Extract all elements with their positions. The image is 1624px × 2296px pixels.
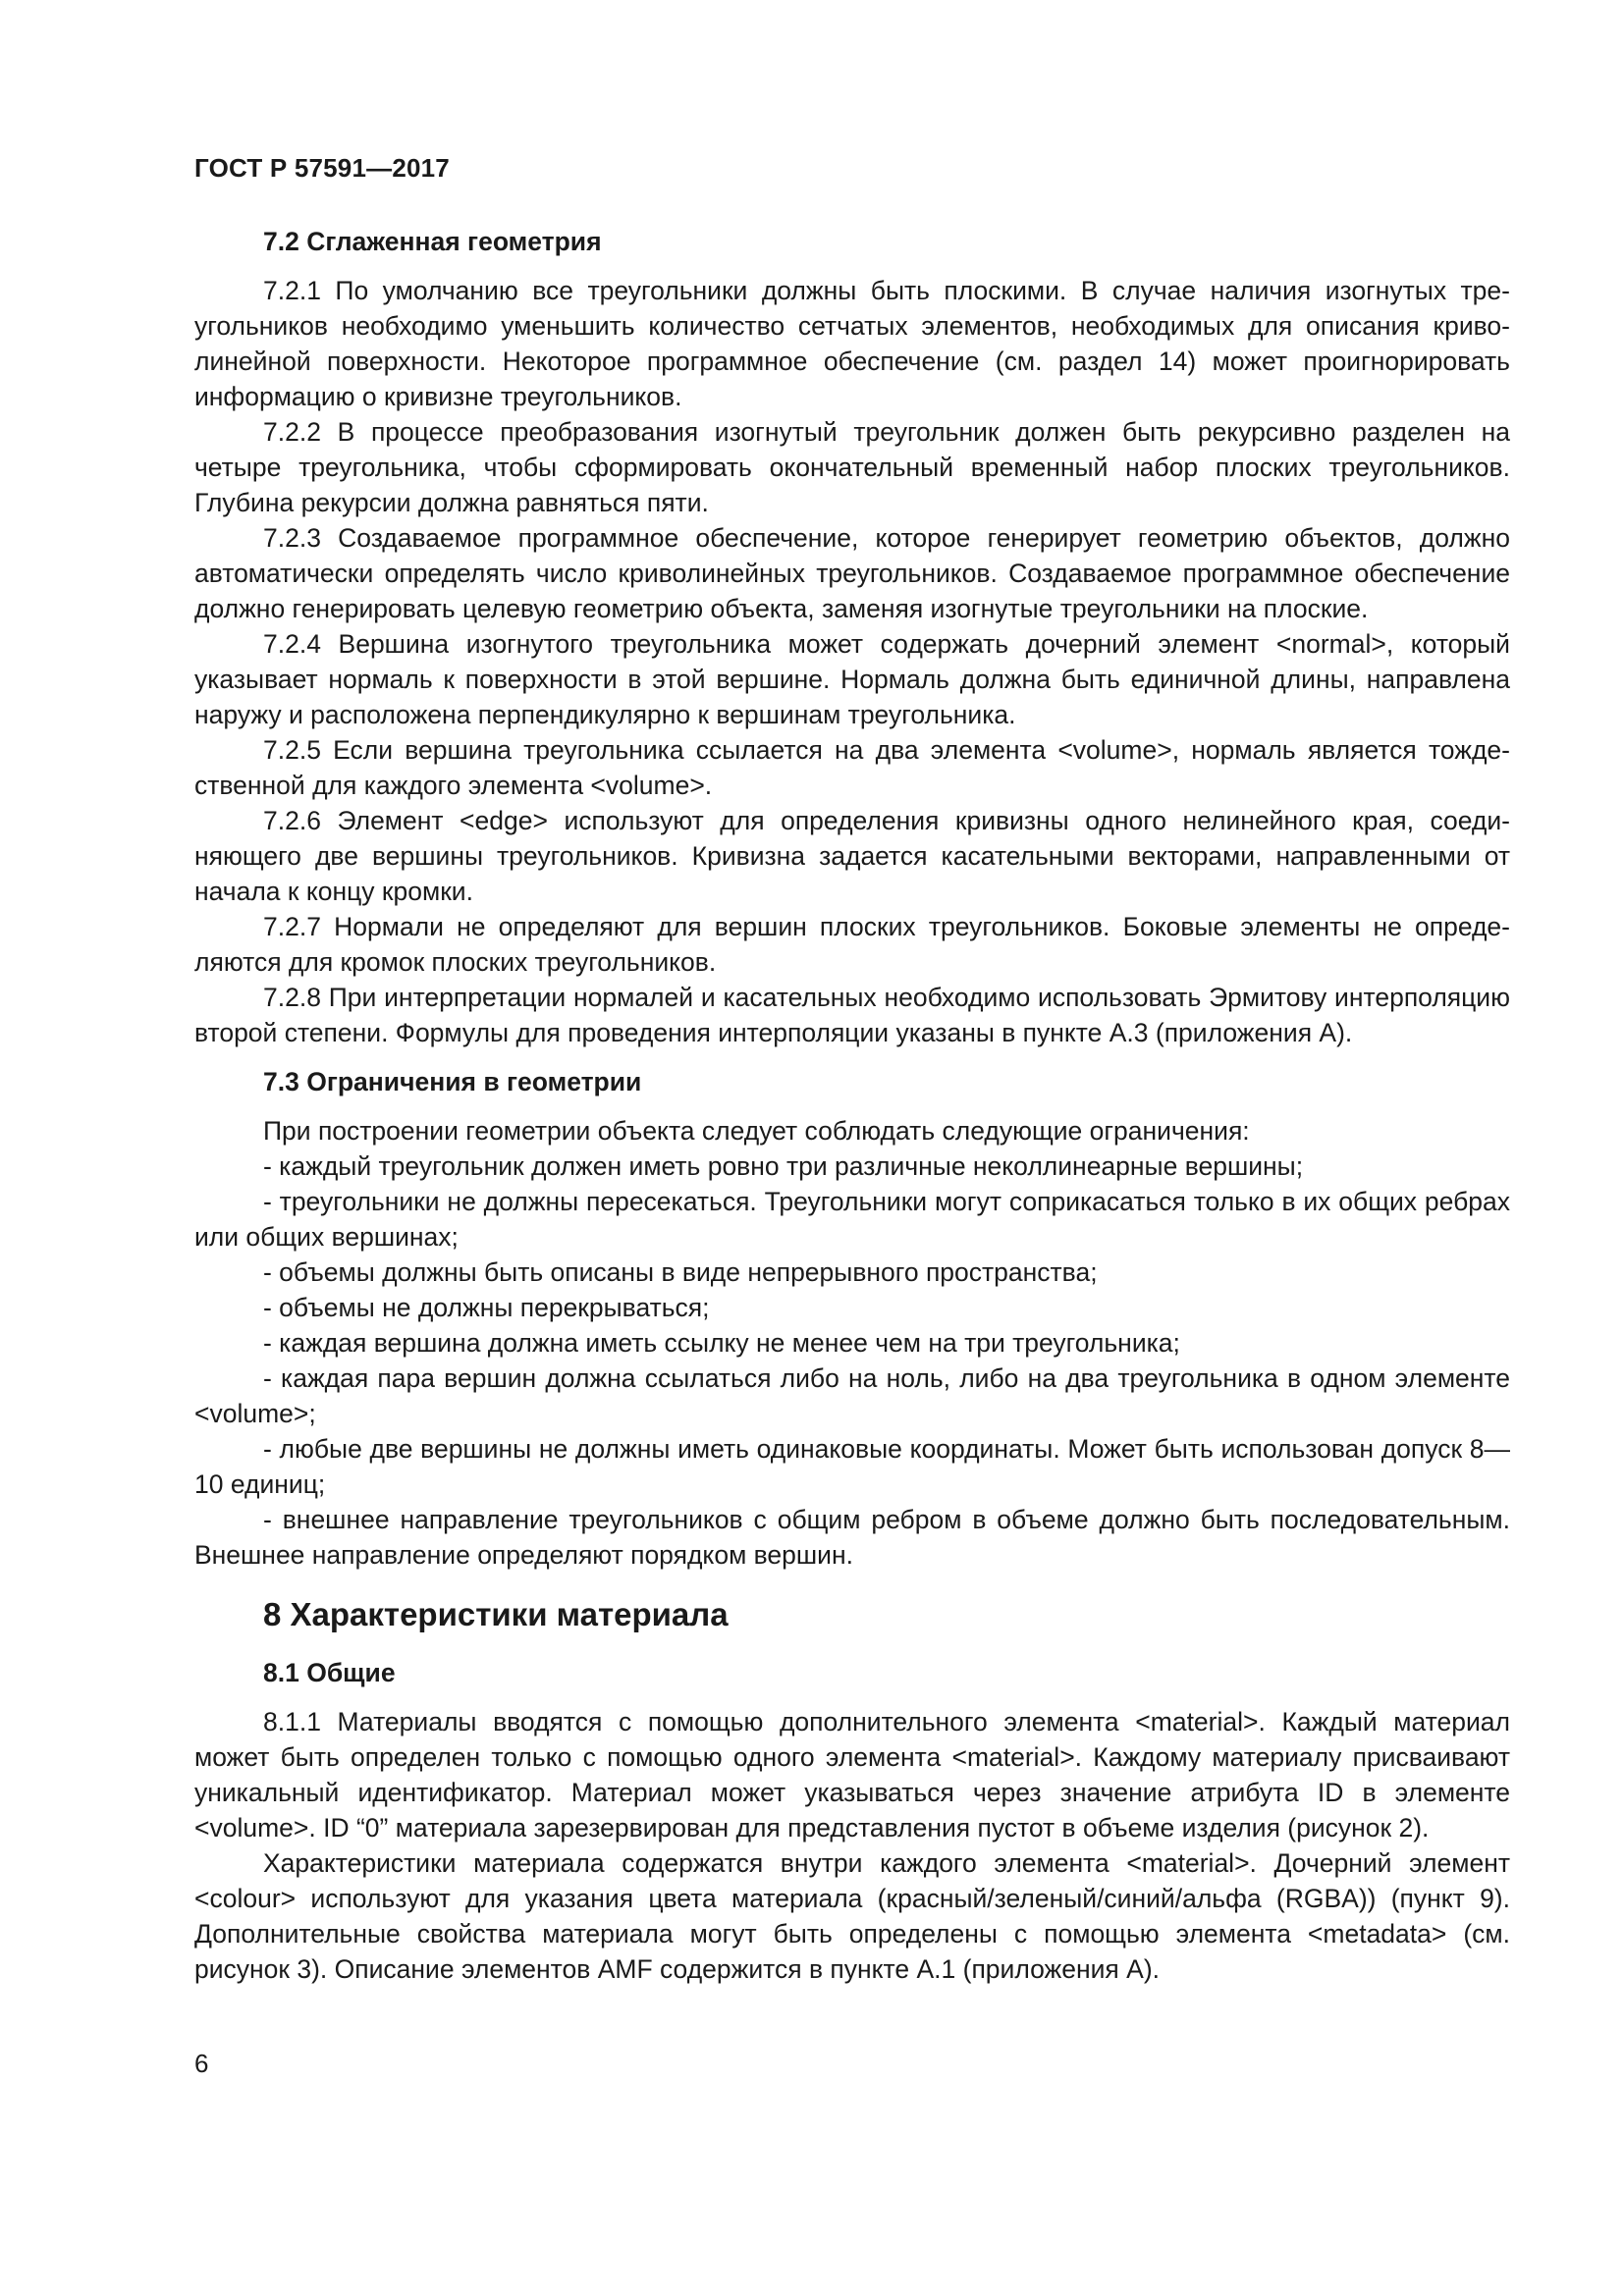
paragraph-7-2-1: 7.2.1 По умолчанию все треугольники должны быть плоскими. В случае наличия изогнутых треугольников необходимо уменьшить количество сетчатых элементов, необходимых для описания криволинейной поверхности. Некоторое программное обеспечение (см. раздел 14) может проигнорировать информацию о кривизне треугольников. xyxy=(194,276,1510,411)
section-7-2-heading: 7.2 Сглаженная геометрия xyxy=(263,227,602,256)
paragraph-7-2-6: 7.2.6 Элемент <edge> используют для определения кривизны одного нелинейного края, соединяющего две вершины треугольников. Кривизна задается касательными векторами, направленными от начала к концу кромки. xyxy=(194,806,1510,906)
list-item: - каждая вершина должна иметь ссылку не менее чем на три треугольника; xyxy=(263,1328,1180,1358)
list-item: - внешнее направление треугольников с общим ребром в объеме должно быть последовательным. Внешнее направление определяют порядком вершин. xyxy=(194,1505,1510,1570)
paragraph-8-1-material: Характеристики материала содержатся внутри каждого элемента <material>. Дочерний элемент <colour> используют для указания цвета материала (красный/зеленый/синий/альфа (RGBA)) (пункт 9). Дополнительные свойства материала могут быть определены с помощью элемента <metadata> (см. рисунок 3). Описание элементов AMF содержится в пункте А.1 (приложения А). xyxy=(194,1848,1510,1984)
page-content xyxy=(194,224,1510,1987)
list-item: - объемы не должны перекрываться; xyxy=(263,1293,710,1322)
standard-header: ГОСТ Р 57591—2017 xyxy=(194,153,450,183)
paragraph-7-2-2: 7.2.2 В процессе преобразования изогнутый треугольник должен быть рекурсивно разделен на четыре треугольника, чтобы сформировать окончательный временный набор плоских треугольников. Глубина рекурсии должна равняться пяти. xyxy=(194,417,1510,517)
paragraph-7-2-3: 7.2.3 Создаваемое программное обеспечение, которое генерирует геометрию объектов, должно автоматически определять число криволинейных треугольников. Создаваемое программное обеспечение должно генерировать целевую геометрию объекта, заменяя изогнутые треугольники на плоские. xyxy=(194,523,1510,623)
list-item: - любые две вершины не должны иметь одинаковые координаты. Может быть использован допуск 8—10 единиц; xyxy=(194,1434,1510,1499)
section-8-1-heading: 8.1 Общие xyxy=(263,1658,396,1687)
list-item: - каждая пара вершин должна ссылаться либо на ноль, либо на два треугольника в одном элементе <volume>; xyxy=(194,1363,1510,1428)
paragraph-7-2-7: 7.2.7 Нормали не определяют для вершин плоских треугольников. Боковые элементы не определяются для кромок плоских треугольников. xyxy=(194,912,1510,977)
paragraph-8-1-1: 8.1.1 Материалы вводятся с помощью дополнительного элемента <material>. Каждый материал может быть определен только с помощью одного элемента <material>. Каждому материалу присваивают уникальный идентификатор. Материал может указываться через значение атрибута ID в элементе <volume>. ID “0” материала зарезервирован для представления пустот в объеме изделия (рисунок 2). xyxy=(194,1707,1510,1842)
list-item: - каждый треугольник должен иметь ровно три различные неколлинеарные вершины; xyxy=(263,1151,1304,1181)
paragraph-7-2-8: 7.2.8 При интерпретации нормалей и касательных необходимо использовать Эрмитову интерполяцию второй степени. Формулы для проведения интерполяции указаны в пункте А.3 (приложения А). xyxy=(194,983,1510,1047)
list-item: - объемы должны быть описаны в виде непрерывного пространства; xyxy=(263,1257,1098,1287)
paragraph-7-2-5: 7.2.5 Если вершина треугольника ссылается на два элемента <volume>, нормаль является тождественной для каждого элемента <volume>. xyxy=(194,735,1510,800)
section-8-heading: 8 Характеристики материала xyxy=(263,1596,729,1632)
paragraph-7-3-intro: При построении геометрии объекта следует соблюдать следующие ограничения: xyxy=(263,1116,1250,1146)
list-item: - треугольники не должны пересекаться. Треугольники могут соприкасаться только в их общих ребрах или общих вершинах; xyxy=(194,1187,1510,1252)
paragraph-7-2-4: 7.2.4 Вершина изогнутого треугольника может содержать дочерний элемент <normal>, который указывает нормаль к поверхности в этой вершине. Нормаль должна быть единичной длины, направлена наружу и расположена перпендикулярно к вершинам треугольника. xyxy=(194,629,1510,729)
page-number: 6 xyxy=(194,2049,209,2078)
section-7-3-heading: 7.3 Ограничения в геометрии xyxy=(263,1067,642,1096)
